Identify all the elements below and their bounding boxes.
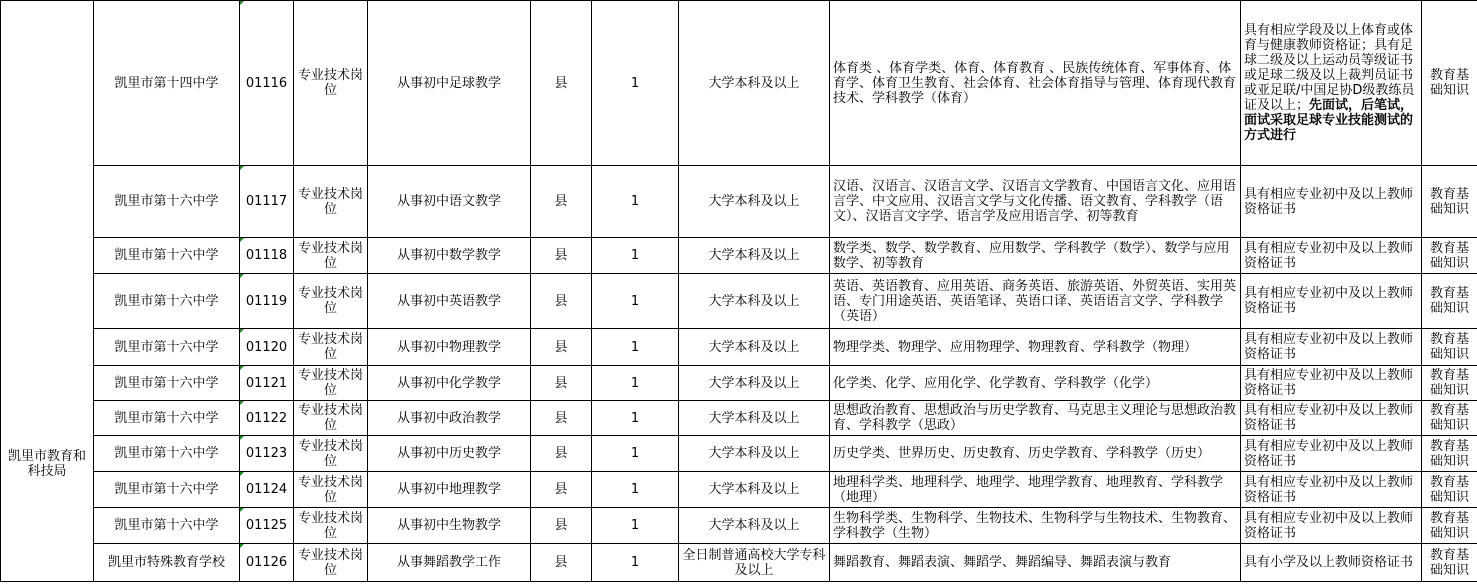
majors-cell: 英语、英语教育、应用英语、商务英语、旅游英语、外贸英语、实用英语、专门用途英语、英语笔译、英语口译、英语语言文学、学科教学（英语） (830, 274, 1241, 329)
post-code-cell: 01118 (240, 238, 294, 274)
post-type-cell: 专业技术岗位 (294, 436, 368, 472)
post-code-cell: 01123 (240, 436, 294, 472)
table-row (1, 1, 1477, 166)
count-cell: 1 (592, 508, 679, 544)
post-type-cell: 专业技术岗位 (294, 508, 368, 544)
education-cell: 大学本科及以上 (679, 508, 830, 544)
post-type-cell: 专业技术岗位 (294, 1, 368, 166)
level-cell: 县 (531, 401, 592, 436)
count-cell: 1 (592, 166, 679, 238)
count-cell: 1 (592, 1, 679, 166)
education-cell: 大学本科及以上 (679, 436, 830, 472)
post-code-cell: 01126 (240, 544, 294, 582)
count-cell: 1 (592, 544, 679, 582)
exam-subject-cell: 教育基础知识 (1422, 401, 1477, 436)
majors-cell: 地理科学类、地理科学、地理学、地理学教育、地理教育、学科教学（地理） (830, 472, 1241, 508)
interview-note: 先面试，后笔试，面试采取足球专业技能测试的方式进行 (1244, 98, 1414, 143)
other-requirements-text: 具有相应专业初中及以上教师资格证书 (1244, 286, 1414, 316)
majors-cell: 思想政治教育、思想政治与历史学教育、马克思主义理论与思想政治教育、学科教学（思政） (830, 401, 1241, 436)
majors-cell: 数学类、数学、数学教育、应用数学、学科教学（数学）、数学与应用数学、初等教育 (830, 238, 1241, 274)
other-requirements-cell (1241, 508, 1422, 544)
duty-cell: 从事初中生物教学 (368, 508, 531, 544)
level-cell: 县 (531, 329, 592, 366)
other-requirements-text: 具有相应专业初中及以上教师资格证书 (1244, 474, 1414, 505)
count-cell: 1 (592, 436, 679, 472)
other-requirements-text: 具有相应专业初中及以上教师资格证书 (1244, 510, 1414, 541)
unit-cell: 凯里市第十六中学 (94, 238, 240, 274)
post-type-cell: 专业技术岗位 (294, 401, 368, 436)
count-cell: 1 (592, 472, 679, 508)
other-requirements-cell (1241, 401, 1422, 436)
exam-subject-cell: 教育基础知识 (1422, 166, 1477, 238)
level-cell: 县 (531, 166, 592, 238)
table-row (1, 238, 1477, 274)
post-code-cell: 01120 (240, 329, 294, 366)
level-cell: 县 (531, 1, 592, 166)
duty-cell: 从事初中历史教学 (368, 436, 531, 472)
table-row (1, 472, 1477, 508)
post-code-cell: 01121 (240, 366, 294, 401)
post-type-cell: 专业技术岗位 (294, 472, 368, 508)
other-requirements-text: 具有小学及以上教师资格证书 (1244, 555, 1414, 570)
duty-cell: 从事初中地理教学 (368, 472, 531, 508)
post-code-cell: 01116 (240, 1, 294, 166)
majors-cell: 汉语、汉语言、汉语言文学、汉语言文学教育、中国语言文化、应用语言学、中文应用、汉语言文学与文化传播、语文教育、学科教学（语文）、汉语言文字学、语言学及应用语言学、初等教育 (830, 166, 1241, 238)
post-code-cell: 01125 (240, 508, 294, 544)
table-row (1, 508, 1477, 544)
education-cell: 大学本科及以上 (679, 329, 830, 366)
duty-cell: 从事初中物理教学 (368, 329, 531, 366)
other-requirements-cell (1241, 436, 1422, 472)
level-cell: 县 (531, 472, 592, 508)
exam-subject-cell: 教育基础知识 (1422, 472, 1477, 508)
level-cell: 县 (531, 544, 592, 582)
table-row (1, 436, 1477, 472)
other-requirements-cell (1241, 544, 1422, 582)
table-row (1, 166, 1477, 238)
unit-cell: 凯里市第十六中学 (94, 274, 240, 329)
exam-subject-cell: 教育基础知识 (1422, 1, 1477, 166)
exam-subject-cell: 教育基础知识 (1422, 544, 1477, 582)
post-code-cell: 01119 (240, 274, 294, 329)
level-cell: 县 (531, 436, 592, 472)
table-body (1, 1, 1477, 582)
post-type-cell: 专业技术岗位 (294, 329, 368, 366)
exam-subject-cell: 教育基础知识 (1422, 274, 1477, 329)
unit-cell: 凯里市第十六中学 (94, 472, 240, 508)
unit-cell: 凯里市第十六中学 (94, 366, 240, 401)
level-cell: 县 (531, 274, 592, 329)
unit-cell: 凯里市第十六中学 (94, 436, 240, 472)
post-code-cell: 01122 (240, 401, 294, 436)
other-requirements-text: 具有相应专业初中及以上教师资格证书 (1244, 186, 1414, 217)
post-code-cell: 01117 (240, 166, 294, 238)
exam-subject-cell: 教育基础知识 (1422, 508, 1477, 544)
duty-cell: 从事舞蹈教学工作 (368, 544, 531, 582)
majors-cell: 化学类、化学、应用化学、化学教育、学科教学（化学） (830, 366, 1241, 401)
level-cell: 县 (531, 508, 592, 544)
post-type-cell: 专业技术岗位 (294, 238, 368, 274)
education-cell: 大学本科及以上 (679, 1, 830, 166)
count-cell: 1 (592, 238, 679, 274)
table-row (1, 401, 1477, 436)
duty-cell: 从事初中数学教学 (368, 238, 531, 274)
duty-cell: 从事初中语文教学 (368, 166, 531, 238)
post-code-cell: 01124 (240, 472, 294, 508)
post-type-cell: 专业技术岗位 (294, 544, 368, 582)
exam-subject-cell: 教育基础知识 (1422, 329, 1477, 366)
education-cell: 大学本科及以上 (679, 472, 830, 508)
majors-cell: 历史学类、世界历史、历史教育、历史学教育、学科教学（历史） (830, 436, 1241, 472)
level-cell: 县 (531, 238, 592, 274)
education-cell: 大学本科及以上 (679, 238, 830, 274)
other-requirements-text: 具有相应专业初中及以上教师资格证书 (1244, 368, 1414, 398)
majors-cell: 舞蹈教育、舞蹈表演、舞蹈学、舞蹈编导、舞蹈表演与教育 (830, 544, 1241, 582)
education-cell: 全日制普通高校大学专科及以上 (679, 544, 830, 582)
level-cell: 县 (531, 366, 592, 401)
majors-cell: 体育类 、体育学类、体育、体育教育 、民族传统体育、军事体育、体育学、体育卫生教育、社会体育、社会体育指导与管理、体育现代教育技术、学科教学（体育） (830, 1, 1241, 166)
education-cell: 大学本科及以上 (679, 401, 830, 436)
education-cell: 大学本科及以上 (679, 274, 830, 329)
table-row (1, 544, 1477, 582)
other-requirements-cell (1241, 366, 1422, 401)
duty-cell: 从事初中政治教学 (368, 401, 531, 436)
post-type-cell: 专业技术岗位 (294, 274, 368, 329)
other-requirements-text: 具有相应学段及以上体育或体育与健康教师资格证；具有足球二级及以上运动员等级证书或足球二级及以上裁判员证书或亚足联/中国足协D级教练员证及以上； (1244, 23, 1415, 113)
department-cell: 凯里市教育和科技局 (1, 1, 94, 582)
count-cell: 1 (592, 329, 679, 366)
other-requirements-text: 具有相应专业初中及以上教师资格证书 (1244, 332, 1414, 362)
other-requirements-text: 具有相应专业初中及以上教师资格证书 (1244, 240, 1414, 271)
education-cell: 大学本科及以上 (679, 166, 830, 238)
other-requirements-cell (1241, 1, 1422, 166)
other-requirements-text: 具有相应专业初中及以上教师资格证书 (1244, 438, 1414, 469)
count-cell: 1 (592, 401, 679, 436)
duty-cell: 从事初中足球教学 (368, 1, 531, 166)
majors-cell: 物理学类、物理学、应用物理学、物理教育、学科教学（物理） (830, 329, 1241, 366)
count-cell: 1 (592, 366, 679, 401)
exam-subject-cell: 教育基础知识 (1422, 238, 1477, 274)
table-row (1, 274, 1477, 329)
count-cell: 1 (592, 274, 679, 329)
table-row (1, 366, 1477, 401)
unit-cell: 凯里市第十六中学 (94, 508, 240, 544)
post-type-cell: 专业技术岗位 (294, 366, 368, 401)
exam-subject-cell: 教育基础知识 (1422, 366, 1477, 401)
education-cell: 大学本科及以上 (679, 366, 830, 401)
unit-cell: 凯里市第十六中学 (94, 329, 240, 366)
post-type-cell: 专业技术岗位 (294, 166, 368, 238)
duty-cell: 从事初中英语教学 (368, 274, 531, 329)
exam-subject-cell: 教育基础知识 (1422, 436, 1477, 472)
other-requirements-cell (1241, 166, 1422, 238)
other-requirements-cell (1241, 274, 1422, 329)
unit-cell: 凯里市特殊教育学校 (94, 544, 240, 582)
unit-cell: 凯里市第十六中学 (94, 401, 240, 436)
unit-cell: 凯里市第十六中学 (94, 166, 240, 238)
majors-cell: 生物科学类、生物科学、生物技术、生物科学与生物技术、生物教育、学科教学（生物） (830, 508, 1241, 544)
table-row (1, 329, 1477, 366)
other-requirements-cell (1241, 329, 1422, 366)
other-requirements-cell (1241, 238, 1422, 274)
other-requirements-text: 具有相应专业初中及以上教师资格证书 (1244, 403, 1414, 433)
other-requirements-cell (1241, 472, 1422, 508)
duty-cell: 从事初中化学教学 (368, 366, 531, 401)
unit-cell: 凯里市第十四中学 (94, 1, 240, 166)
